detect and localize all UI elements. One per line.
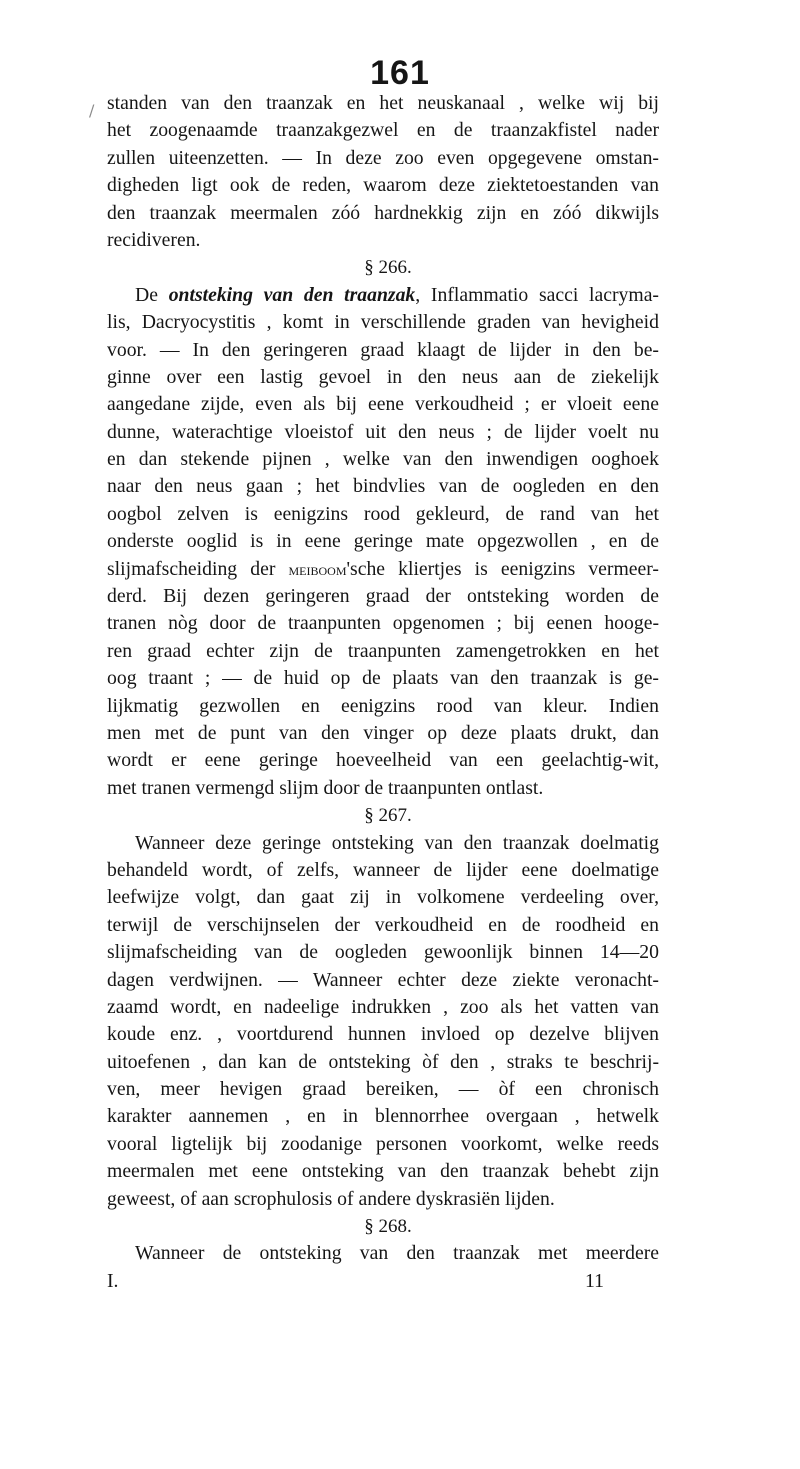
text-line: voor. — In den geringeren graad klaagt de lijder in den be- [107,338,659,361]
text-fragment: 'sche kliertjes is eenigzins vermeer- [346,557,659,580]
text-line: ven, meer hevigen graad bereiken, — òf een chronisch [107,1078,659,1101]
text-line: en dan stekende pijnen , welke van den inwendigen ooghoek [107,448,659,471]
text-line: met tranen vermengd slijm door de traanpunten ontlast. [107,776,544,799]
page-footer [107,1268,659,1295]
text-line: leefwijze volgt, dan gaat zij in volkomene verdeeling over, [107,886,659,909]
text-line: meermalen met eene ontsteking van den traanzak behebt zijn [107,1160,659,1183]
text-line: ginne over een lastig gevoel in den neus aan de ziekelijk [107,365,659,388]
text-fragment: , Inflammatio sacci lacryma- [415,283,659,306]
text-line: naar den neus gaan ; het bindvlies van de oogleden en den [107,475,659,498]
body-text [107,90,659,1295]
italic-term: ontsteking van den traanzak [168,283,416,306]
text-line: recidiveren. [107,228,201,251]
text-line: koude enz. , voortdurend hunnen invloed op dezelve blijven [107,1023,659,1046]
signature-number: 11 [585,1269,604,1292]
text-line: digheden ligt ook de reden, waarom deze ziektetoestanden van [107,174,659,197]
text-line: lis, Dacryocystitis , komt in verschillende graden van hevigheid [107,311,659,334]
text-line: behandeld wordt, of zelfs, wanneer de lijder eene doelmatige [107,858,659,881]
text-line: onderste ooglid is in eene geringe mate opgezwollen , en de [107,530,659,553]
text-line: vooral ligtelijk bij zoodanige personen voorkomt, welke reeds [107,1132,659,1155]
margin-mark: / [89,101,95,120]
section-heading-267: § 267. [364,805,412,827]
section-heading-268: § 268. [364,1216,412,1238]
text-line: dagen verdwijnen. — Wanneer echter deze ziekte veronacht- [107,968,659,991]
text-line: oog traant ; — de huid op de plaats van den traanzak is ge- [107,667,659,690]
text-line [107,282,659,309]
text-line: karakter aannemen , en in blennorrhee overgaan , hetwelk [107,1105,659,1128]
text-line: Wanneer deze geringe ontsteking van den traanzak doelmatig [135,831,659,854]
text-line [107,556,659,583]
signature-mark: I. [107,1269,119,1292]
text-line: zullen uiteenzetten. — In deze zoo even opgegevene omstan- [107,146,659,169]
section-heading-266: § 266. [364,257,412,279]
small-caps-name: meiboom [288,559,347,579]
text-line: Wanneer de ontsteking van den traanzak met meerdere [135,1242,659,1265]
text-line: men met de punt van den vinger op deze plaats drukt, dan [107,721,659,744]
text-line: terwijl de verschijnselen der verkoudheid en de roodheid en [107,913,659,936]
text-line: dunne, waterachtige vloeistof uit den neus ; de lijder voelt nu [107,420,659,443]
text-fragment: slijmafscheiding der [107,557,289,580]
text-line: oogbol zelven is eenigzins rood gekleurd, de rand van het [107,502,659,525]
text-line: het zoogenaamde traanzakgezwel en de traanzakfistel nader [107,119,659,142]
text-line: wordt er eene geringe hoeveelheid van een geelachtig-wit, [107,749,659,772]
text-line: zaamd wordt, en nadeelige indrukken , zoo als het vatten van [107,995,659,1018]
text-line: geweest, of aan scrophulosis of andere dyskrasiën lijden. [107,1187,555,1210]
text-line: tranen nòg door de traanpunten opgenomen ; bij eenen hooge- [107,612,659,635]
text-line: derd. Bij dezen geringeren graad der ontsteking worden de [107,585,659,608]
text-line: lijkmatig gezwollen en eenigzins rood van kleur. Indien [107,694,659,717]
text-line: ren graad echter zijn de traanpunten zamengetrokken en het [107,639,659,662]
text-line: uitoefenen , dan kan de ontsteking òf den , straks te beschrij- [107,1050,659,1073]
text-line: aangedane zijde, even als bij eene verkoudheid ; er vloeit eene [107,393,659,416]
text-line: den traanzak meermalen zóó hardnekkig zijn en zóó dikwijls [107,201,659,224]
text-line: slijmafscheiding van de oogleden gewoonlijk binnen 14—20 [107,941,659,964]
page-number: 161 [370,54,430,92]
text-fragment: De [135,283,169,306]
text-line: standen van den traanzak en het neuskanaal , welke wij bij [107,92,659,114]
